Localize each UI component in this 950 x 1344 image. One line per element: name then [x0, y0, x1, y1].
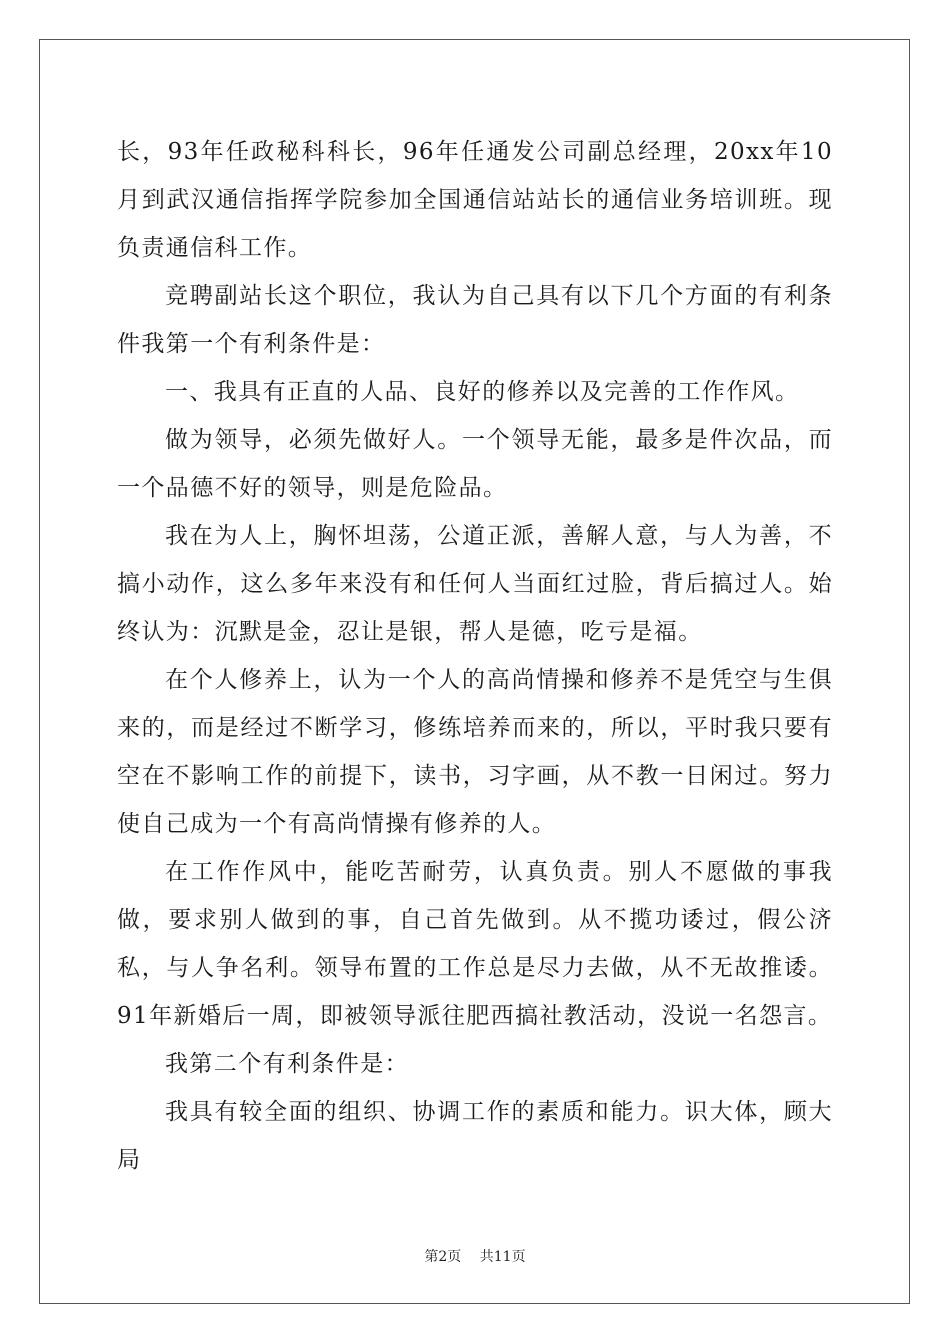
- paragraph-1: 长，93年任政秘科科长，96年任通发公司副总经理，20xx年10月到武汉通信指挥学院参加全国通信站站长的通信业务培训班。现负责通信科工作。: [117, 139, 833, 261]
- paragraph-4: 做为领导，必须先做好人。一个领导无能，最多是件次品，而一个品德不好的领导，则是危险品。: [117, 427, 833, 501]
- page-footer: [0, 1246, 950, 1266]
- page-number: 第2页: [424, 1249, 462, 1265]
- paragraph-5: 我在为人上，胸怀坦荡，公道正派，善解人意，与人为善，不搞小动作，这么多年来没有和任何人当面红过脸，背后搞过人。始终认为：沉默是金，忍让是银，帮人是德，吃亏是福。: [117, 523, 833, 645]
- paragraph-6: 在个人修养上，认为一个人的高尚情操和修养不是凭空与生俱来的，而是经过不断学习，修练培养而来的，所以，平时我只要有空在不影响工作的前提下，读书，习字画，从不教一日闲过。努力使自己成为一个有高尚情操有修养的人。: [117, 667, 833, 837]
- document-body: [117, 128, 833, 1184]
- paragraph-2: 竞聘副站长这个职位，我认为自己具有以下几个方面的有利条件我第一个有利条件是：: [117, 283, 833, 357]
- paragraph-9: 我具有较全面的组织、协调工作的素质和能力。识大体，顾大局: [117, 1099, 833, 1173]
- paragraph-3: 一、我具有正直的人品、良好的修养以及完善的工作作风。: [165, 379, 800, 405]
- page-total: 共11页: [479, 1249, 526, 1265]
- paragraph-8: 我第二个有利条件是：: [165, 1051, 409, 1077]
- paragraph-7: 在工作作风中，能吃苦耐劳，认真负责。别人不愿做的事我做，要求别人做到的事，自己首先做到。从不揽功诿过，假公济私，与人争名利。领导布置的工作总是尽力去做，从不无故推诿。91年新婚后一周，即被领导派往肥西搞社教活动，没说一名怨言。: [117, 859, 833, 1029]
